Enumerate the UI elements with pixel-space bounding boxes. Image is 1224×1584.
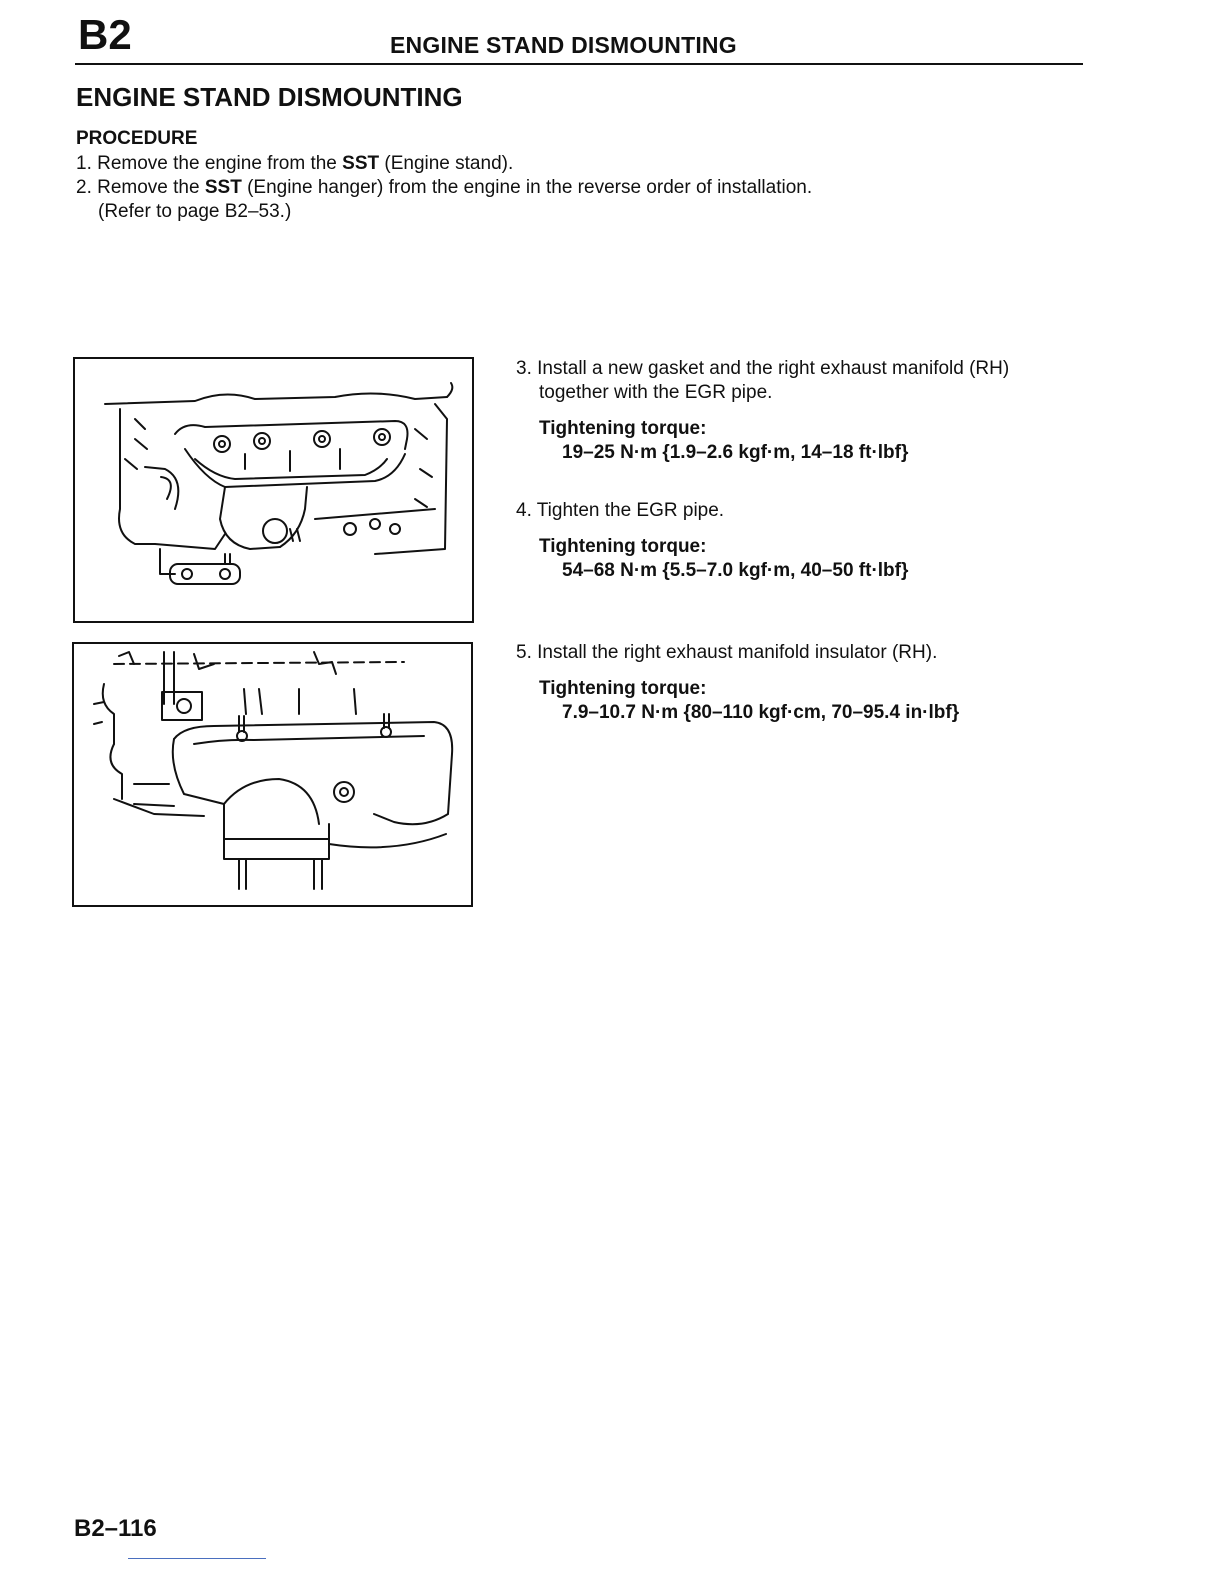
torque-label: Tightening torque: [539,536,707,557]
exhaust-manifold-illustration [73,357,474,623]
torque-label: Tightening torque: [539,678,707,699]
torque-value: 54–68 N·m {5.5–7.0 kgf·m, 40–50 ft·lbf} [562,560,909,581]
step-4 [516,499,908,583]
header-rule [75,63,1083,65]
torque-value: 7.9–10.7 N·m {80–110 kgf·cm, 70–95.4 in·lbf} [562,702,960,723]
footer-rule [128,1558,266,1559]
step-3-line-1: 3. Install a new gasket and the right exhaust manifold (RH) [516,358,1010,379]
manifold-insulator-illustration [72,642,473,907]
procedure-step-1: 1. Remove the engine from the SST (Engine stand). [76,153,514,174]
page-title: ENGINE STAND DISMOUNTING [76,82,463,112]
procedure-steps [76,152,812,224]
section-code: B2 [78,11,132,58]
page-number: B2–116 [74,1515,157,1542]
header-title: ENGINE STAND DISMOUNTING [390,32,737,58]
torque-label: Tightening torque: [539,418,707,439]
procedure-step-2-reference: (Refer to page B2–53.) [98,201,292,222]
step-3-line-2: together with the EGR pipe. [539,382,773,403]
step-5 [516,641,959,725]
procedure-heading: PROCEDURE [76,128,198,149]
step-4-line-1: 4. Tighten the EGR pipe. [516,500,725,521]
step-5-line-1: 5. Install the right exhaust manifold insulator (RH). [516,642,938,663]
procedure-step-2: 2. Remove the SST (Engine hanger) from the engine in the reverse order of installation. [76,177,813,198]
torque-value: 19–25 N·m {1.9–2.6 kgf·m, 14–18 ft·lbf} [562,442,909,463]
step-3 [516,357,1009,465]
